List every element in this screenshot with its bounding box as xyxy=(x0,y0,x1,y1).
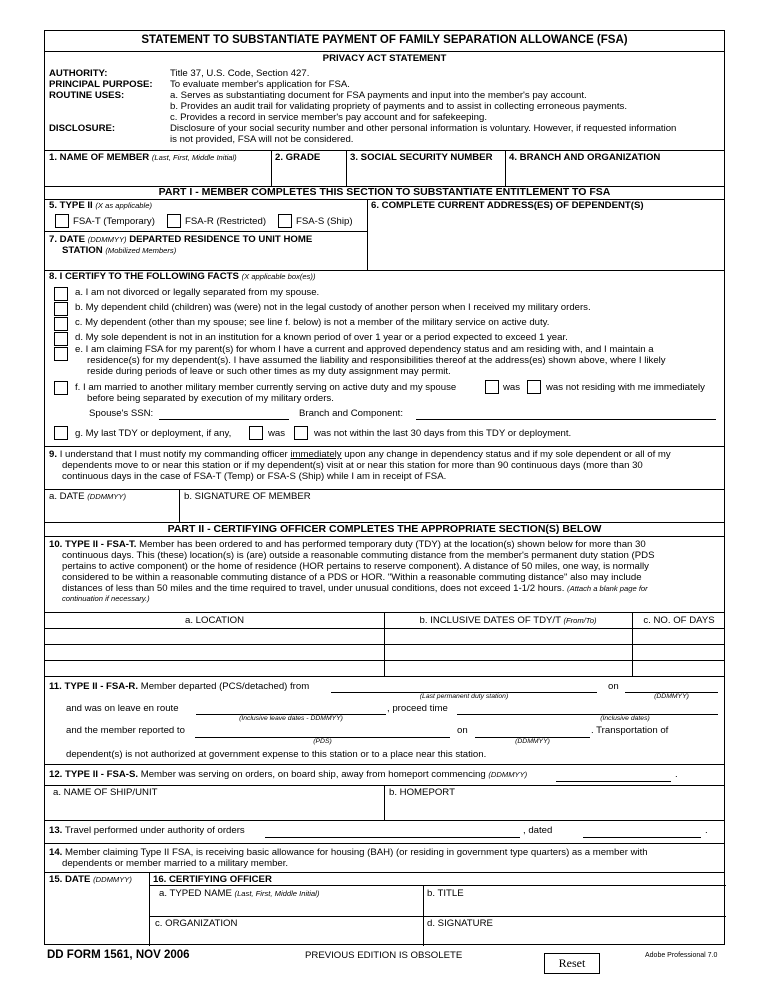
spouse-was-checkbox[interactable] xyxy=(485,380,499,394)
member-signature-field[interactable] xyxy=(182,503,722,520)
type-ii-label: 5. TYPE II (X as applicable) xyxy=(49,200,152,211)
fact-e-3: reside during periods of leave or such other times as my duty assignment may permit. xyxy=(87,366,451,377)
fsa-t-para-2: continuous days. This (these) location(s) is (are) outside a reasonable commuting distance from the member's permanent duty station (PDS xyxy=(62,550,655,561)
organization-field[interactable] xyxy=(151,930,421,944)
purpose-label: PRINCIPAL PURPOSE: xyxy=(49,79,153,90)
location-row-2[interactable] xyxy=(47,646,382,659)
typed-name-label: a. TYPED NAME (Last, First, Middle Initial) xyxy=(159,888,320,899)
certify-label: 8. I CERTIFY TO THE FOLLOWING FACTS (X applicable box(es)) xyxy=(49,271,316,282)
days-header: c. NO. OF DAYS xyxy=(643,615,715,626)
fact-g-2: was not within the last 30 days from this TDY or deployment. xyxy=(314,428,572,439)
fact-b: b. My dependent child (children) was (were) not in the legal custody of another person when I received my military orders. xyxy=(75,302,591,313)
fsa-s-period: . xyxy=(675,769,678,780)
leave-dates-hint: (Inclusive leave dates - DDMMYY) xyxy=(239,715,343,722)
member-name-field[interactable] xyxy=(48,165,268,184)
fsa-s-label: FSA-S (Ship) xyxy=(296,216,353,227)
fsa-t-para-3: pertains to active component) or the home of residence (HOR pertains to reserve component). A distance of 50 miles, one way, is normally xyxy=(62,561,649,572)
routine-c: c. Provides a record in service member's pay account and for safekeeping. xyxy=(170,112,487,123)
homeport-label: b. HOMEPORT xyxy=(389,787,455,798)
fsa-t-label: FSA-T (Temporary) xyxy=(73,216,155,227)
branch-component-field[interactable] xyxy=(416,419,716,420)
fsa-r-last-line: dependent(s) is not authorized at government expense to this station or to a place near this station. xyxy=(66,749,487,760)
fsa-t-para-6: continuation if necessary.) xyxy=(62,594,150,603)
reported-on-label: on xyxy=(457,725,468,736)
fact-g-checkbox[interactable] xyxy=(54,426,68,440)
orders-date-field[interactable] xyxy=(583,837,701,838)
fact-e-2: residence(s) for my dependent(s). I have assumed the liability and responsibilities thereof at the address(es) shown above, where I likely xyxy=(87,355,666,366)
form-id: DD FORM 1561, NOV 2006 xyxy=(47,949,190,961)
notice-3: continuous days in the case of FSA-T (Temp) or FSA-S (Ship) while I am in receipt of FSA. xyxy=(62,471,447,482)
disclosure-label: DISCLOSURE: xyxy=(49,123,116,134)
fact-f-checkbox[interactable] xyxy=(54,381,68,395)
grade-label: 2. GRADE xyxy=(275,152,321,163)
address-label: 6. COMPLETE CURRENT ADDRESS(ES) OF DEPENDENT(S) xyxy=(371,200,644,211)
fact-e-1: e. I am claiming FSA for my parent(s) for whom I have a current and approved dependency status and am residing with, and I maintain a xyxy=(75,344,654,355)
fsa-r-label: FSA-R (Restricted) xyxy=(185,216,267,227)
organization-label: c. ORGANIZATION xyxy=(155,918,238,929)
spouse-was-not-checkbox[interactable] xyxy=(527,380,541,394)
fact-a-checkbox[interactable] xyxy=(54,287,68,301)
certify-date-label: 15. DATE (DDMMYY) xyxy=(49,874,132,885)
fact-d-checkbox[interactable] xyxy=(54,332,68,346)
location-header: a. LOCATION xyxy=(185,615,244,626)
orders-field[interactable] xyxy=(265,837,520,838)
tdy-was-checkbox[interactable] xyxy=(249,426,263,440)
grade-field[interactable] xyxy=(273,165,344,184)
purpose-text: To evaluate member's application for FSA. xyxy=(170,79,350,90)
transportation-label: . Transportation of xyxy=(591,725,669,736)
tdy-was-label: was xyxy=(268,428,286,439)
fsa-t-checkbox[interactable] xyxy=(55,214,69,228)
fsa-t-para-5: distances of less than 50 miles and the time required to travel, under unusual conditions, does not exceed 1-1/2 hours. (Attach a blank page for xyxy=(62,583,648,594)
fact-a: a. I am not divorced or legally separated from my spouse. xyxy=(75,287,320,298)
fact-c: c. My dependent (other than my spouse; see line f. below) is not a member of the military service on active duty. xyxy=(75,317,550,328)
branch-component-label: Branch and Component: xyxy=(299,408,403,419)
spouse-ssn-field[interactable] xyxy=(159,419,289,420)
member-date-field[interactable] xyxy=(48,503,176,520)
authority-label: AUTHORITY: xyxy=(49,68,108,79)
departed-date-label-2: STATION (Mobilized Members) xyxy=(62,245,177,256)
part1-heading: PART I - MEMBER COMPLETES THIS SECTION TO SUBSTANTIATE ENTITLEMENT TO FSA xyxy=(158,186,611,198)
notice-1: 9. I understand that I must notify my commanding officer immediately upon any change in dependency status and if my sole dependent or all of my xyxy=(49,449,671,460)
member-name-label: 1. NAME OF MEMBER (Last, First, Middle Initial) xyxy=(49,152,237,163)
reported-to-label: and the member reported to xyxy=(66,725,185,736)
spouse-ssn-label: Spouse's SSN: xyxy=(89,408,154,419)
fsa-r-line-1: 11. TYPE II - FSA-R. Member departed (PCS/detached) from xyxy=(49,681,310,692)
branch-field[interactable] xyxy=(507,165,723,184)
member-date-label: a. DATE (DDMMYY) xyxy=(49,491,127,502)
orders-dated-label: , dated xyxy=(523,825,553,836)
fsa-r-checkbox[interactable] xyxy=(167,214,181,228)
disclosure-text-1: Disclosure of your social security number and other personal information is voluntary. However, if requested information xyxy=(170,123,677,134)
privacy-heading: PRIVACY ACT STATEMENT xyxy=(322,53,447,64)
title-label: b. TITLE xyxy=(427,888,464,899)
part2-heading: PART II - CERTIFYING OFFICER COMPLETES THE APPROPRIATE SECTION(S) BELOW xyxy=(167,523,602,535)
address-field[interactable] xyxy=(370,213,724,268)
bah-line-1: 14. Member claiming Type II FSA, is receiving basic allowance for housing (BAH) (or residing in government type quarters) as a member with xyxy=(49,847,648,858)
fact-c-checkbox[interactable] xyxy=(54,317,68,331)
authority-text: Title 37, U.S. Code, Section 427. xyxy=(170,68,310,79)
branch-label: 4. BRANCH AND ORGANIZATION xyxy=(509,152,661,163)
fsa-s-checkbox[interactable] xyxy=(278,214,292,228)
title-field[interactable] xyxy=(425,900,723,916)
ssn-label: 3. SOCIAL SECURITY NUMBER xyxy=(350,152,493,163)
fsa-r-on: on xyxy=(608,681,619,692)
proceed-time-label: , proceed time xyxy=(387,703,448,714)
commencing-date-field[interactable] xyxy=(556,781,671,782)
certifying-officer-label: 16. CERTIFYING OFFICER xyxy=(153,874,272,885)
fact-d: d. My sole dependent is not in an institution for a known period of over 1 year or a period expected to exceed 1 year. xyxy=(75,332,568,343)
fsa-t-para-4: considered to be within a reasonable commuting distance of a PDS or HOR. "Within a reasonable commuting distance" also may include xyxy=(62,572,642,583)
reported-date-hint: (DDMMYY) xyxy=(515,738,550,745)
fact-f-2: before being separated by execution of my military orders. xyxy=(87,393,334,404)
spouse-was-not-label: was not residing with me immediately xyxy=(546,382,705,393)
reset-button[interactable]: Reset xyxy=(544,953,600,974)
form-title: STATEMENT TO SUBSTANTIATE PAYMENT OF FAMILY SEPARATION ALLOWANCE (FSA) xyxy=(141,34,628,46)
routine-b: b. Provides an audit trail for validating propriety of payments and to assist in collecting erroneous payments. xyxy=(170,101,628,112)
software-note: Adobe Professional 7.0 xyxy=(645,952,718,959)
fact-e-checkbox[interactable] xyxy=(54,347,68,361)
certify-date-field[interactable] xyxy=(48,887,147,944)
member-signature-label: b. SIGNATURE OF MEMBER xyxy=(184,491,311,502)
certifying-signature-field[interactable] xyxy=(425,930,723,944)
spouse-was-label: was xyxy=(503,382,521,393)
fact-b-checkbox[interactable] xyxy=(54,302,68,316)
departed-date-label: 7. DATE (DDMMYY) DEPARTED RESIDENCE TO UNIT HOME xyxy=(49,234,313,245)
orders-period: . xyxy=(705,825,708,836)
notice-2: dependents move to or near this station or if my dependent(s) visit at or near this station for more than 90 continuous days (more than 30 xyxy=(62,460,643,471)
depart-date-hint: (DDMMYY) xyxy=(654,693,689,700)
bah-line-2: dependents or member married to a military member. xyxy=(62,858,289,869)
fact-g-1: g. My last TDY or deployment, if any, xyxy=(75,428,232,439)
routine-a: a. Serves as substantiating document for FSA payments and input into the member's pay account. xyxy=(170,90,587,101)
obsolete-notice: PREVIOUS EDITION IS OBSOLETE xyxy=(305,950,463,961)
typed-name-field[interactable] xyxy=(151,900,421,916)
signature-label: d. SIGNATURE xyxy=(427,918,493,929)
tdy-was-not-checkbox[interactable] xyxy=(294,426,308,440)
fact-f-1: f. I am married to another military member currently serving on active duty and my spouse xyxy=(75,382,457,393)
location-row-3[interactable] xyxy=(47,662,382,675)
proceed-time-hint: (Inclusive dates) xyxy=(600,715,650,722)
fsa-t-para-1: 10. TYPE II - FSA-T. Member has been ordered to and has performed temporary duty (TDY) at the location(s) shown below for more than 30 xyxy=(49,539,646,550)
location-row-1[interactable] xyxy=(47,630,382,643)
orders-line: 13. Travel performed under authority of orders xyxy=(49,825,245,836)
leave-en-route-label: and was on leave en route xyxy=(66,703,179,714)
ship-unit-label: a. NAME OF SHIP/UNIT xyxy=(53,787,158,798)
homeport-field[interactable] xyxy=(387,799,723,818)
routine-label: ROUTINE USES: xyxy=(49,90,125,101)
last-pds-hint: (Last permanent duty station) xyxy=(419,693,509,700)
fsa-form xyxy=(44,30,725,945)
dates-header: b. INCLUSIVE DATES OF TDY/T (From/To) xyxy=(419,615,597,626)
reported-pds-hint: (PDS) xyxy=(313,738,332,745)
ssn-field[interactable] xyxy=(348,165,503,184)
fsa-s-line: 12. TYPE II - FSA-S. Member was serving on orders, on board ship, away from homeport commencing (DDMMYY) xyxy=(49,769,528,780)
ship-unit-field[interactable] xyxy=(48,799,382,818)
disclosure-text-2: is not provided, FSA will not be considered. xyxy=(170,134,354,145)
